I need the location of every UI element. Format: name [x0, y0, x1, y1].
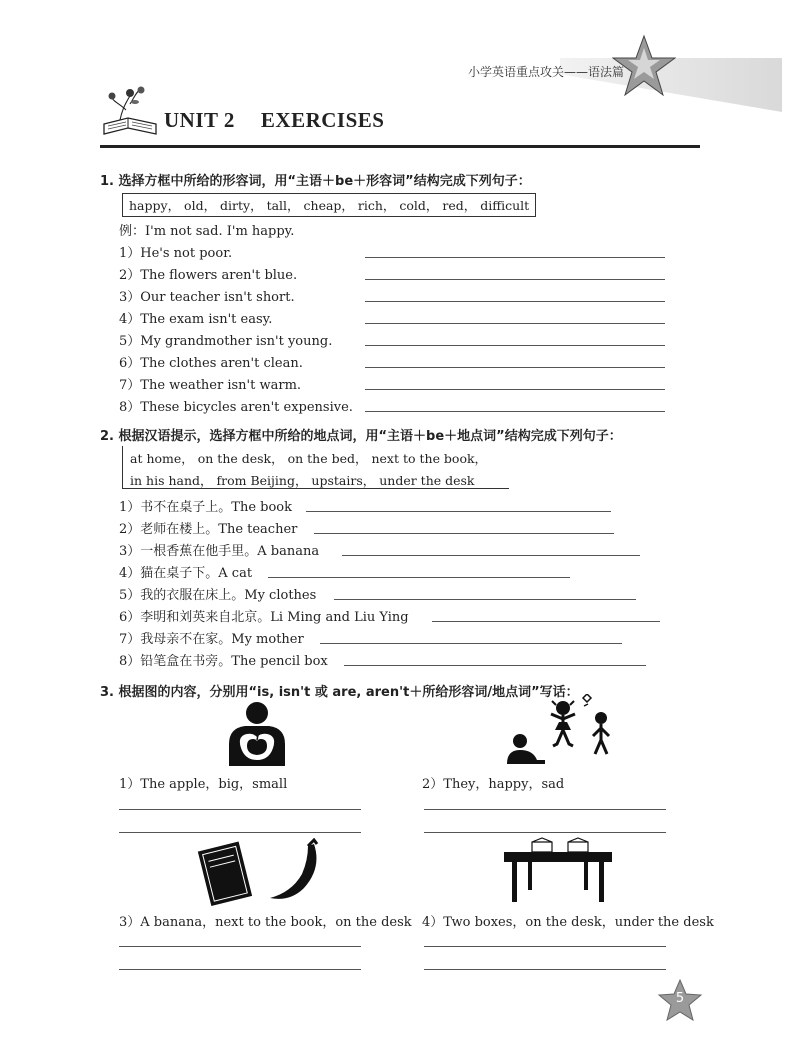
answer-line[interactable] [365, 367, 665, 368]
place-box-line-2: in his hand， from Beijing， upstairs， under the desk [130, 473, 475, 488]
answer-line[interactable] [320, 643, 622, 644]
header-rule [100, 145, 700, 148]
section2-item-1: 1）书不在桌子上。The book [119, 500, 292, 515]
section2-item-4: 4）猫在桌子下。A cat [119, 566, 253, 581]
desk-with-boxes-icon [498, 834, 618, 904]
section3-item-2: 2）They，happy，sad [422, 777, 565, 792]
answer-line[interactable] [365, 323, 665, 324]
book-and-banana-icon [196, 838, 326, 908]
unit-title [164, 108, 384, 133]
answer-line[interactable] [365, 411, 665, 412]
place-box-line-1: at home， on the desk， on the bed， next to the book， [130, 451, 488, 466]
answer-line[interactable] [268, 577, 570, 578]
answer-line[interactable] [119, 946, 361, 947]
answer-line[interactable] [306, 511, 611, 512]
answer-line[interactable] [119, 809, 361, 810]
section3-item-4: 4）Two boxes，on the desk，under the desk [422, 915, 714, 930]
answer-line[interactable] [119, 969, 361, 970]
unit-heading: EXERCISES [260, 108, 385, 132]
section2-item-3: 3）一根香蕉在他手里。A banana [119, 544, 320, 559]
section1-item-2: 2）The flowers aren't blue. [119, 268, 298, 283]
section1-item-8: 8）These bicycles aren't expensive. [119, 400, 353, 415]
section1-title: 1. 选择方框中所给的形容词，用“主语＋be＋形容词”结构完成下列句子： [100, 174, 531, 189]
section1-item-4: 4）The exam isn't easy. [119, 312, 273, 327]
section2-item-2: 2）老师在楼上。The teacher [119, 522, 298, 537]
answer-line[interactable] [314, 533, 614, 534]
section2-item-8: 8）铅笔盒在书旁。The pencil box [119, 654, 328, 669]
answer-line[interactable] [365, 389, 665, 390]
section1-item-3: 3）Our teacher isn't short. [119, 290, 295, 305]
answer-line[interactable] [119, 832, 361, 833]
answer-line[interactable] [344, 665, 646, 666]
section2-item-5: 5）我的衣服在床上。My clothes [119, 588, 317, 603]
answer-line[interactable] [424, 946, 666, 947]
section2-title: 2. 根据汉语提示，选择方框中所给的地点词，用“主语＋be＋地点词”结构完成下列句子： [100, 429, 622, 444]
section1-item-5: 5）My grandmother isn't young. [119, 334, 333, 349]
answer-line[interactable] [334, 599, 636, 600]
series-title: 小学英语重点攻关——语法篇 [468, 65, 625, 79]
section2-item-7: 7）我母亲不在家。My mother [119, 632, 304, 647]
answer-line[interactable] [365, 301, 665, 302]
answer-line[interactable] [365, 257, 665, 258]
page-number: 5 [675, 991, 685, 1006]
section3-item-3: 3）A banana，next to the book，on the desk [119, 915, 412, 930]
section3-item-1: 1）The apple，big，small [119, 777, 288, 792]
section1-item-7: 7）The weather isn't warm. [119, 378, 302, 393]
three-people-icon [505, 694, 615, 766]
book-flower-icon [100, 84, 160, 140]
person-with-apple-icon [225, 700, 289, 766]
answer-line[interactable] [424, 809, 666, 810]
unit-label: UNIT 2 [164, 108, 235, 132]
answer-line[interactable] [365, 345, 665, 346]
adjective-word-box: happy， old， dirty， tall， cheap， rich， cold， red， difficult [122, 193, 536, 217]
answer-line[interactable] [424, 832, 666, 833]
answer-line[interactable] [424, 969, 666, 970]
section1-item-6: 6）The clothes aren't clean. [119, 356, 303, 371]
answer-line[interactable] [342, 555, 640, 556]
section1-item-1: 1）He's not poor. [119, 246, 233, 261]
section2-item-6: 6）李明和刘英来自北京。Li Ming and Liu Ying [119, 610, 409, 625]
answer-line[interactable] [432, 621, 660, 622]
answer-line[interactable] [365, 279, 665, 280]
section3-title: 3. 根据图的内容，分别用“is, isn't 或 are, aren't＋所给形容词/地点词”写话： [100, 685, 579, 700]
section1-example: 例：I'm not sad. I'm happy. [119, 224, 295, 239]
